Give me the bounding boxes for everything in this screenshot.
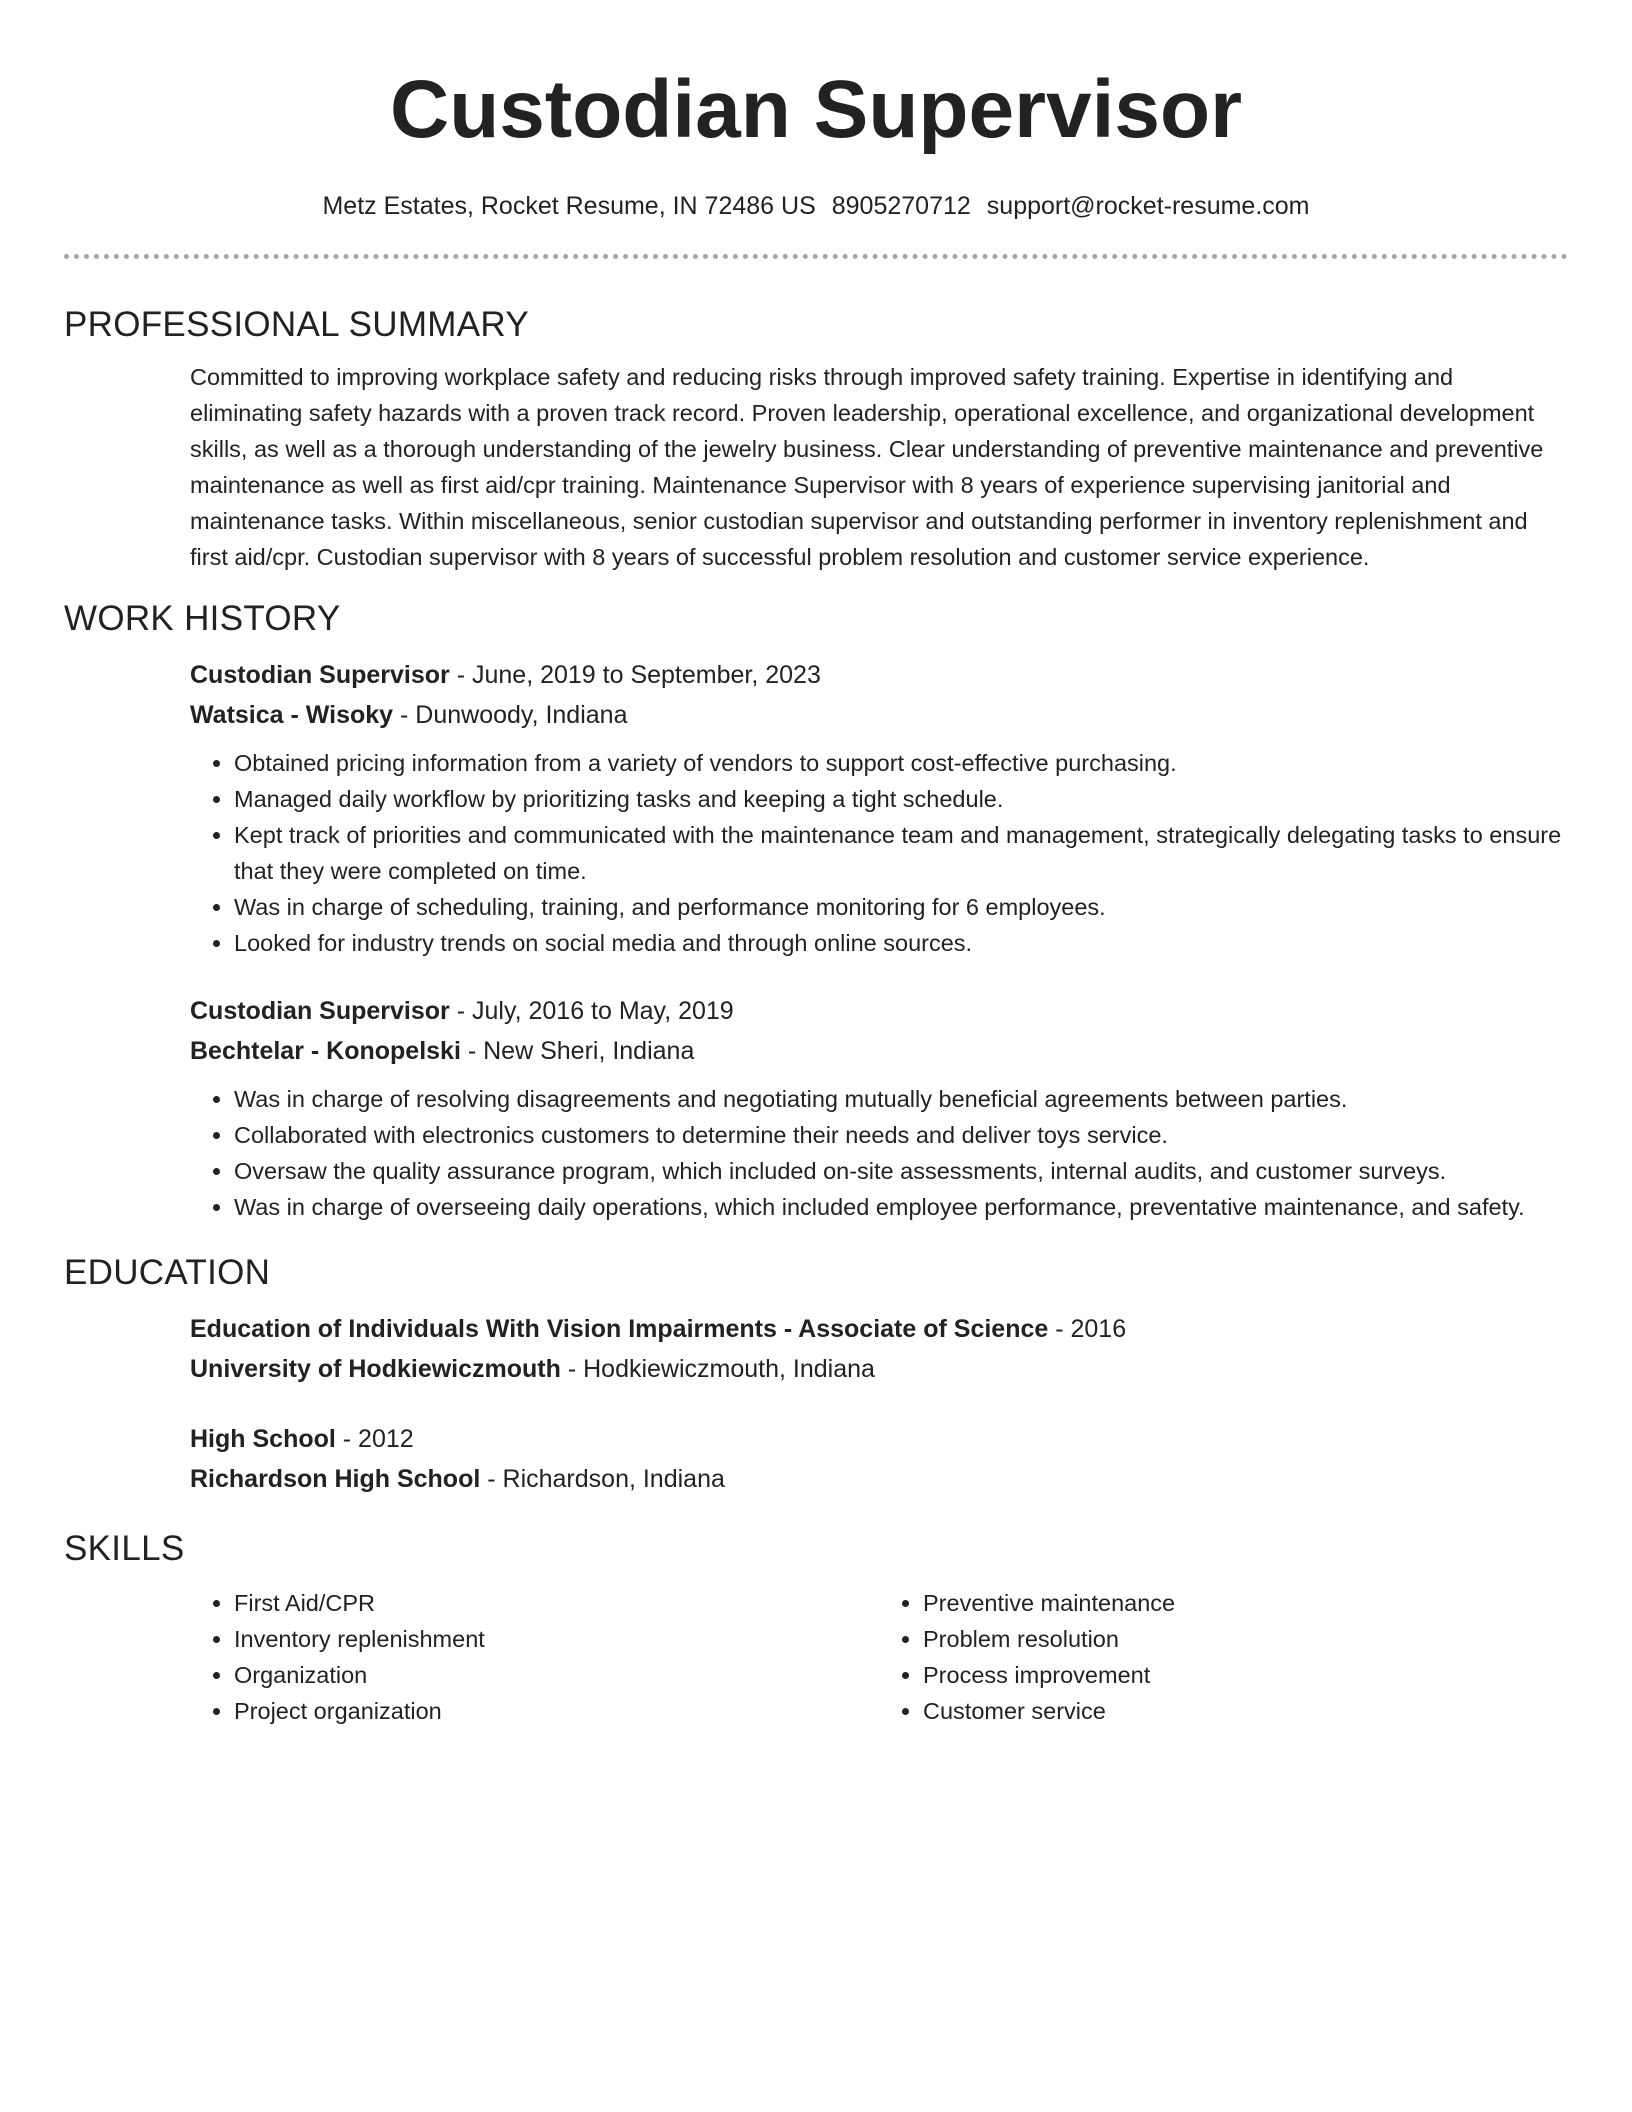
- contact-email: support@rocket-resume.com: [986, 192, 1310, 220]
- education-entry: [190, 1419, 1568, 1499]
- education-section-title: EDUCATION: [64, 1253, 271, 1292]
- job-entry: [190, 991, 1568, 1225]
- job-bullet: • Was in charge of resolving disagreements and negotiating mutually beneficial agreements between parties.: [234, 1081, 1568, 1117]
- job-bullet: • Oversaw the quality assurance program, which included on-site assessments, internal audits, and customer surveys.: [234, 1153, 1568, 1189]
- education-degree: Education of Individuals With Vision Impairments - Associate of Science: [190, 1315, 1049, 1343]
- education-school-line: [190, 1349, 1568, 1389]
- job-company-line: [190, 1031, 1568, 1071]
- job-bullet: • Obtained pricing information from a variety of vendors to support cost-effective purchasing.: [234, 745, 1568, 781]
- job-role: Custodian Supervisor: [190, 661, 450, 689]
- work-section-body: [64, 655, 1568, 1225]
- contact-line: [64, 190, 1568, 222]
- contact-phone: 8905270712: [831, 192, 971, 220]
- education-school-line: [190, 1459, 1568, 1499]
- job-bullet: • Looked for industry trends on social media and through online sources.: [234, 925, 1568, 961]
- job-title-line: [190, 991, 1568, 1031]
- job-dates: - July, 2016 to May, 2019: [449, 997, 734, 1025]
- skill-item: • Project organization: [234, 1693, 879, 1729]
- summary-section-body: [64, 359, 1568, 575]
- job-company: Bechtelar - Konopelski: [190, 1037, 461, 1065]
- education-section-body: [64, 1309, 1568, 1499]
- job-bullet: • Was in charge of overseeing daily operations, which included employee performance, preventative maintenance, and safety.: [234, 1189, 1568, 1225]
- job-dates: - June, 2019 to September, 2023: [449, 661, 821, 689]
- skills-section-title: SKILLS: [64, 1529, 185, 1568]
- skill-item: • Problem resolution: [923, 1621, 1568, 1657]
- job-location: - New Sheri, Indiana: [460, 1037, 695, 1065]
- summary-section-title: PROFESSIONAL SUMMARY: [64, 305, 529, 344]
- job-location: - Dunwoody, Indiana: [393, 701, 628, 729]
- education-school: University of Hodkiewiczmouth: [190, 1355, 561, 1383]
- skills-column-right: [879, 1585, 1568, 1729]
- skills-grid: [190, 1585, 1568, 1729]
- resume-name: Custodian Supervisor: [389, 64, 1243, 155]
- education-degree: High School: [190, 1425, 336, 1453]
- job-bullets: [190, 745, 1568, 961]
- education-location: - Richardson, Indiana: [480, 1465, 725, 1493]
- education-location: - Hodkiewiczmouth, Indiana: [560, 1355, 875, 1383]
- job-bullet: • Kept track of priorities and communicated with the maintenance team and management, strategically delegating tasks to ensure that they were completed on time.: [234, 817, 1568, 889]
- education-degree-line: [190, 1419, 1568, 1459]
- skill-item: • Customer service: [923, 1693, 1568, 1729]
- skill-item: • Preventive maintenance: [923, 1585, 1568, 1621]
- work-section-title: WORK HISTORY: [64, 599, 341, 638]
- job-company-line: [190, 695, 1568, 735]
- skill-item: • First Aid/CPR: [234, 1585, 879, 1621]
- skills-section-body: [64, 1585, 1568, 1729]
- education-entry: [190, 1309, 1568, 1389]
- education-school: Richardson High School: [190, 1465, 481, 1493]
- education-degree-line: [190, 1309, 1568, 1349]
- contact-address: Metz Estates, Rocket Resume, IN 72486 US: [322, 192, 816, 220]
- job-entry: [190, 655, 1568, 961]
- skill-item: • Organization: [234, 1657, 879, 1693]
- education-year: - 2012: [335, 1425, 414, 1453]
- skill-item: • Process improvement: [923, 1657, 1568, 1693]
- education-year: - 2016: [1048, 1315, 1127, 1343]
- job-title-line: [190, 655, 1568, 695]
- job-bullet: • Managed daily workflow by prioritizing tasks and keeping a tight schedule.: [234, 781, 1568, 817]
- job-bullet: • Was in charge of scheduling, training, and performance monitoring for 6 employees.: [234, 889, 1568, 925]
- job-role: Custodian Supervisor: [190, 997, 450, 1025]
- header-divider: [64, 254, 1568, 259]
- job-company: Watsica - Wisoky: [190, 701, 394, 729]
- job-bullet: • Collaborated with electronics customers to determine their needs and deliver toys service.: [234, 1117, 1568, 1153]
- skills-column-left: [190, 1585, 879, 1729]
- summary-text: Committed to improving workplace safety and reducing risks through improved safety training. Expertise in identifying and eliminating safety hazards with a proven track record. Proven leadership, operational excellence, and organizational development skills, as well as a thorough understanding of the jewelry business. Clear understanding of preventive maintenance and preventive maintenance as well as first aid/cpr training. Maintenance Supervisor with 8 years of experience supervising janitorial and maintenance tasks. Within miscellaneous, senior custodian supervisor and outstanding performer in inventory replenishment and first aid/cpr. Custodian supervisor with 8 years of successful problem resolution and customer service experience.: [190, 364, 1544, 570]
- skill-item: • Inventory replenishment: [234, 1621, 879, 1657]
- job-bullets: [190, 1081, 1568, 1225]
